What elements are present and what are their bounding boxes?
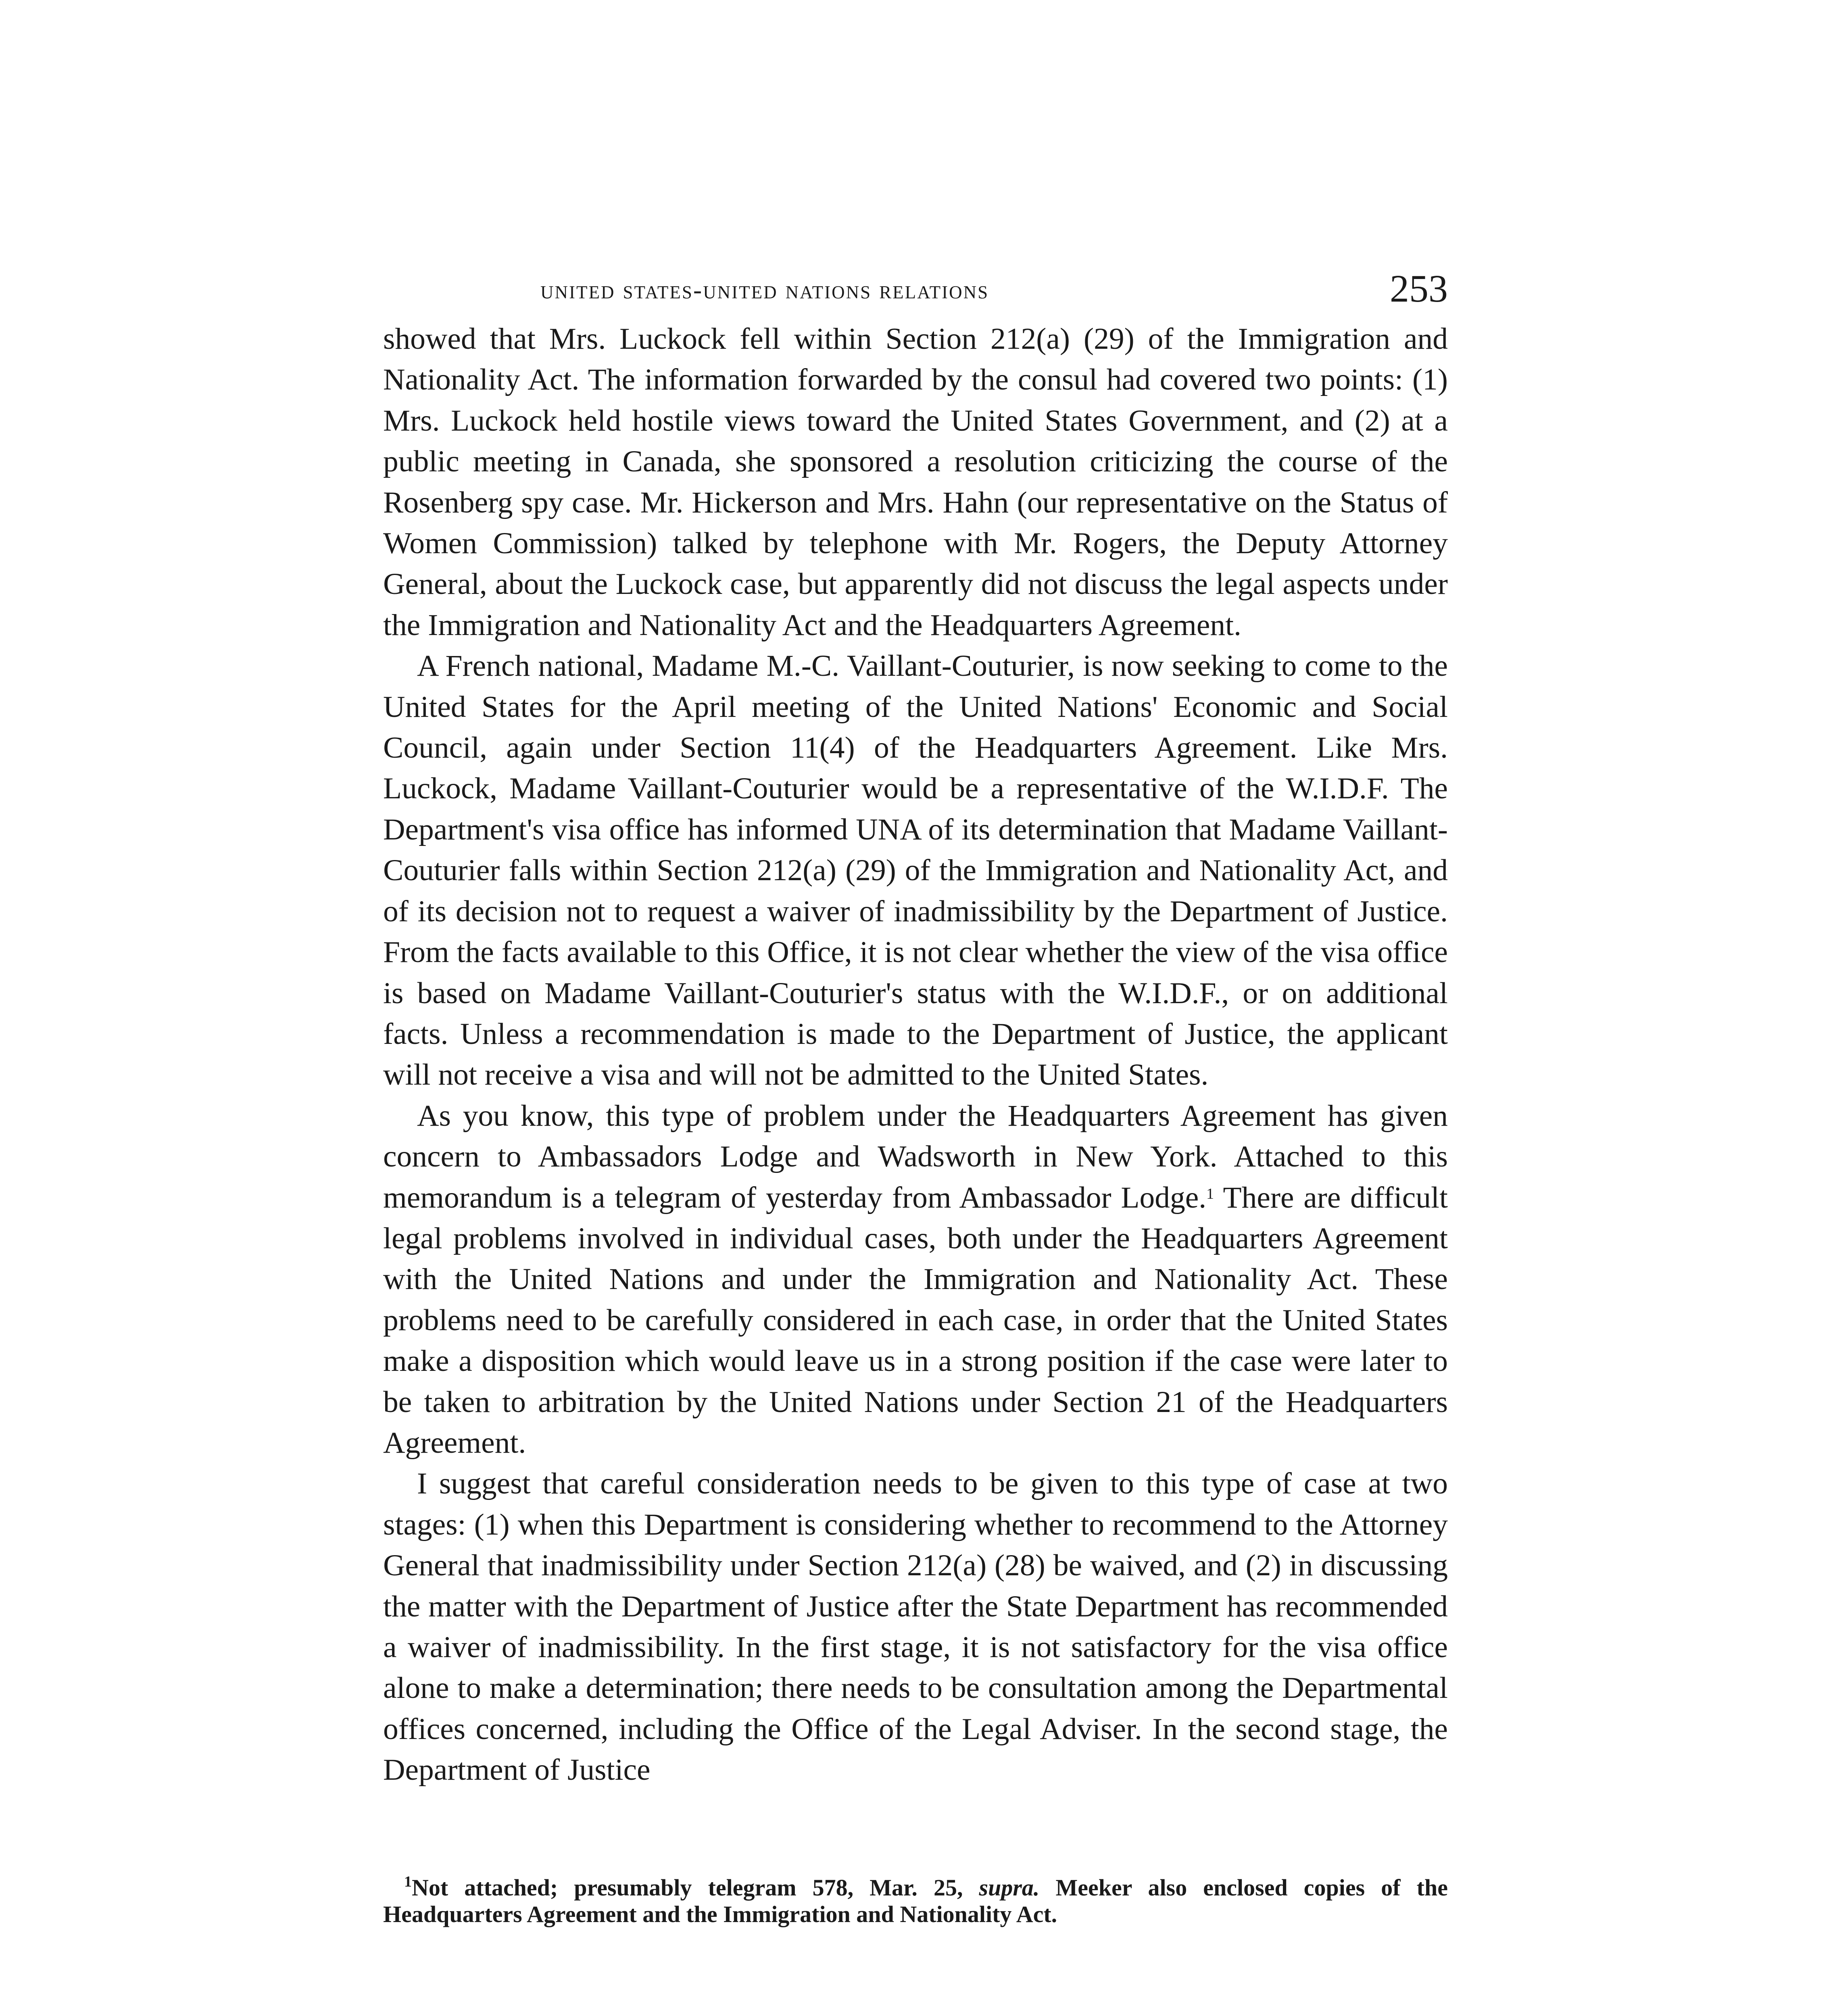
- running-head: [383, 266, 1448, 319]
- paragraph-3: [383, 1095, 1448, 1464]
- running-title: united states-united nations relations: [540, 275, 989, 304]
- paragraph-3-text-a: As you know, this type of problem under the Headquarters Agreement has given concern to Ambassadors Lodge and Wadsworth in New York. Attached to this memorandum is a telegram of yesterday from Ambassador Lodge.: [383, 1099, 1448, 1214]
- footnote-marker: 1: [404, 1873, 412, 1890]
- paragraph-4: I suggest that careful consideration needs to be given to this type of case at two stages: (1) when this Department is considering whether to recommend to the Attorney General that inadmissibility under Section 212(a) (28) be waived, and (2) in discussing the matter with the Department of Justice after the State Department has recommended a waiver of inadmissibility. In the first stage, it is not satisfactory for the visa office alone to make a determination; there needs to be consultation among the Departmental offices concerned, including the Office of the Legal Adviser. In the second stage, the Department of Justice: [383, 1467, 1448, 1787]
- body-text: [383, 319, 1448, 1791]
- paragraph-3-text-b: There are difficult legal problems involved in individual cases, both under the Headquarters Agreement with the United Nations and under the Immigration and Nationality Act. These problems need to be carefully considered in each case, in order that the United States make a disposition which would leave us in a strong position if the case were later to be taken to arbitration by the United Nations under Section 21 of the Headquarters Agreement.: [383, 1181, 1448, 1460]
- footnote: [383, 1874, 1448, 1928]
- footnote-reference[interactable]: 1: [1206, 1185, 1214, 1202]
- footnote-text-a: Not attached; presumably telegram 578, Mar. 25,: [412, 1874, 979, 1901]
- document-page: [383, 266, 1448, 1951]
- page-number: 253: [1390, 267, 1448, 310]
- footnote-text-b: Meeker also enclosed copies of the Headquarters Agreement and the Immigration and Nationality Act.: [383, 1874, 1448, 1927]
- footnote-italic: supra.: [979, 1874, 1040, 1901]
- paragraph-2: A French national, Madame M.-C. Vaillant-Couturier, is now seeking to come to the United States for the April meeting of the United Nations' Economic and Social Council, again under Section 11(4) of the Headquarters Agreement. Like Mrs. Luckock, Madame Vaillant-Couturier would be a representative of the W.I.D.F. The Department's visa office has informed UNA of its determination that Madame Vaillant-Couturier falls within Section 212(a) (29) of the Immigration and Nationality Act, and of its decision not to request a waiver of inadmissibility by the Department of Justice. From the facts available to this Office, it is not clear whether the view of the visa office is based on Madame Vaillant-Couturier's status with the W.I.D.F., or on additional facts. Unless a recommendation is made to the Department of Justice, the applicant will not receive a visa and will not be admitted to the United States.: [383, 649, 1448, 1092]
- paragraph-1: showed that Mrs. Luckock fell within Section 212(a) (29) of the Immigration and Nationality Act. The information forwarded by the consul had covered two points: (1) Mrs. Luckock held hostile views toward the United States Government, and (2) at a public meeting in Canada, she sponsored a resolution criticizing the course of the Rosenberg spy case. Mr. Hickerson and Mrs. Hahn (our representative on the Status of Women Commission) talked by telephone with Mr. Rogers, the Deputy Attorney General, about the Luckock case, but apparently did not discuss the legal aspects under the Immigration and Nationality Act and the Headquarters Agreement.: [383, 322, 1448, 642]
